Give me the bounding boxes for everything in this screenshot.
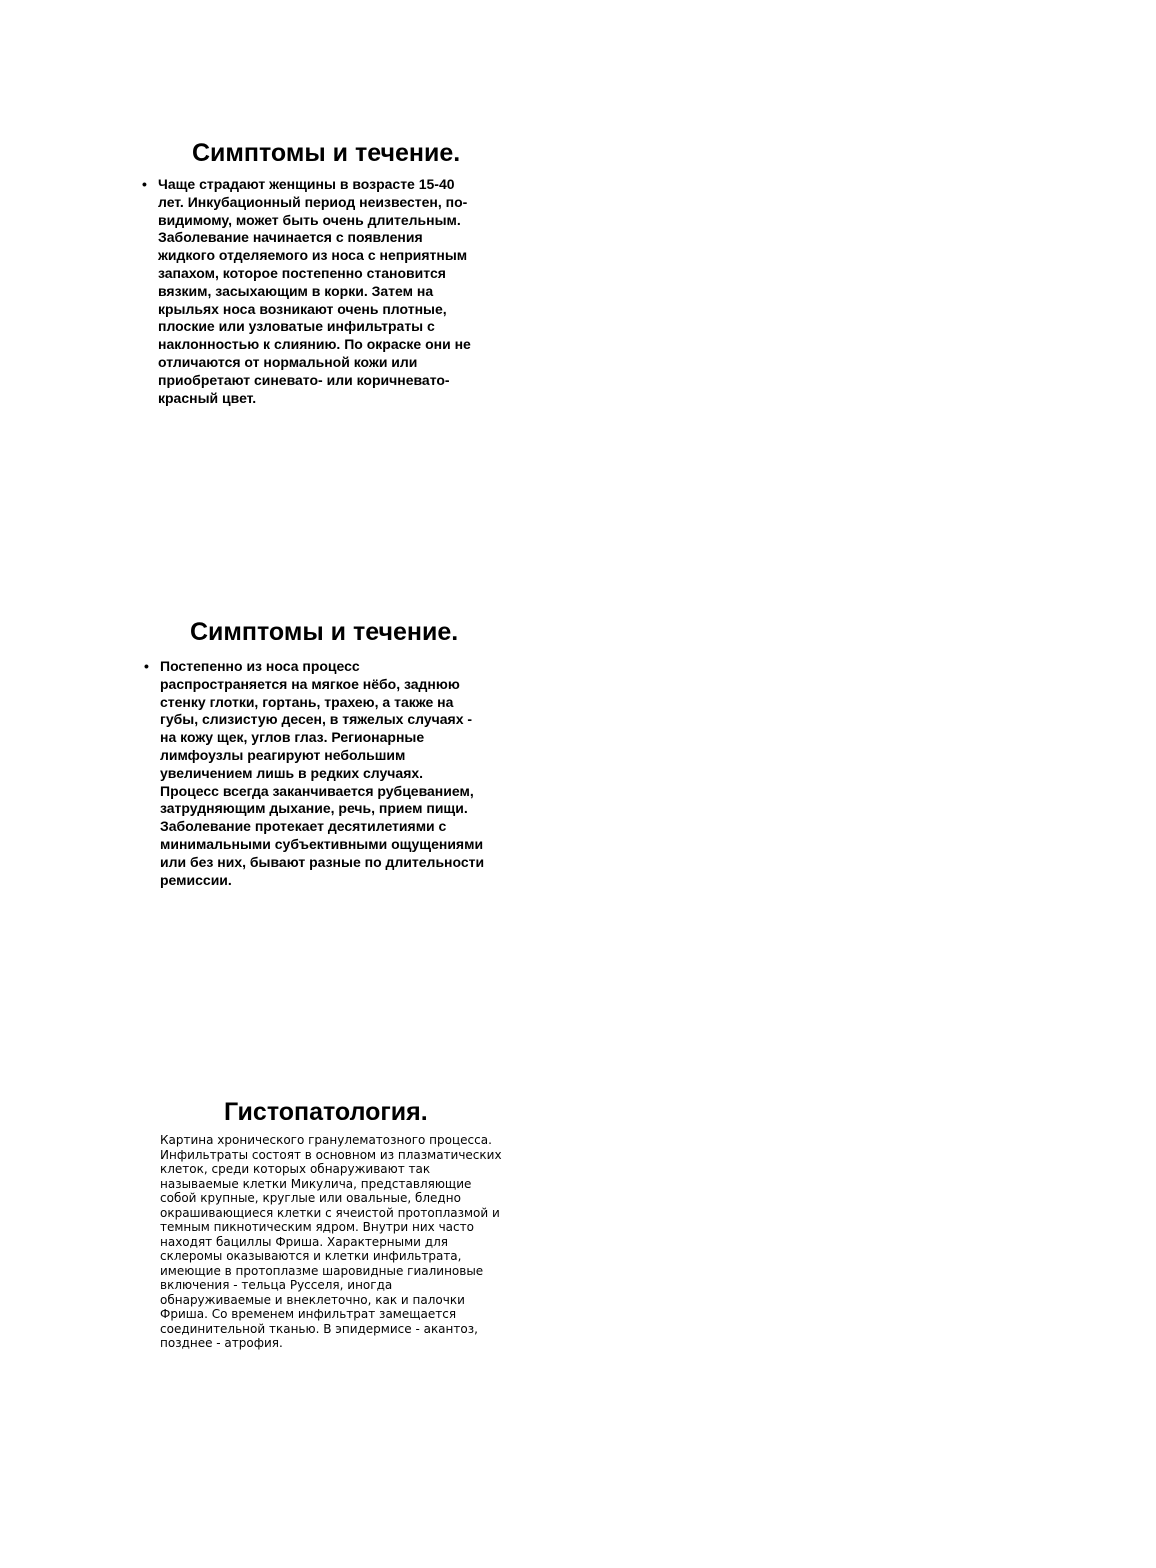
section-symptoms-1 — [192, 138, 460, 168]
bullet-icon: • — [142, 176, 147, 192]
text-line: плоские или узловатые инфильтраты с — [158, 318, 435, 335]
section-heading: Симптомы и течение. — [192, 139, 461, 167]
symptoms-1-paragraph — [158, 176, 522, 407]
text-line: на кожу щек, углов глаз. Регионарные — [160, 729, 425, 746]
histopathology-paragraph — [160, 1133, 560, 1351]
section-heading: Симптомы и течение. — [190, 618, 459, 646]
text-line: Инфильтраты состоят в основном из плазматических — [160, 1147, 502, 1162]
text-line: стенку глотки, гортань, трахею, а также на — [160, 693, 454, 710]
text-line: окрашивающиеся клетки с ячеистой протоплазмой и — [160, 1205, 500, 1220]
text-line: лимфоузлы реагируют небольшим — [160, 746, 406, 763]
text-line: Процесс всегда заканчивается рубцеванием, — [160, 782, 474, 799]
section-symptoms-2 — [190, 617, 458, 647]
text-line: Картина хронического гранулематозного процесса. — [160, 1133, 492, 1147]
text-line: видимому, может быть очень длительным. — [158, 211, 461, 228]
text-line: собой крупные, круглые или овальные, бледно — [160, 1191, 461, 1205]
text-line: позднее - атрофия. — [160, 1336, 283, 1350]
section-heading: Гистопатология. — [224, 1098, 428, 1126]
text-line: запахом, которое постепенно становится — [158, 264, 446, 281]
text-line: находят бациллы Фриша. Характерными для — [160, 1234, 448, 1249]
text-line: наклонностью к слиянию. По окраске они не — [158, 336, 471, 353]
text-line: распространяется на мягкое нёбо, заднюю — [160, 675, 460, 692]
text-line: красный цвет. — [158, 389, 257, 406]
text-line: или без них, бывают разные по длительности — [160, 853, 485, 870]
text-line: отличаются от нормальной кожи или — [158, 353, 418, 370]
symptoms-1-bullet-item — [142, 176, 522, 407]
section-histopathology — [224, 1097, 428, 1127]
text-line: затрудняющим дыхание, речь, прием пищи. — [160, 800, 468, 817]
text-line: Чаще страдают женщины в возрасте 15-40 — [158, 176, 455, 192]
text-line: лет. Инкубационный период неизвестен, по- — [158, 193, 468, 210]
text-line: минимальными субъективными ощущениями — [160, 835, 484, 852]
text-line: Заболевание начинается с появления — [158, 229, 423, 246]
text-line: темным пикнотическим ядром. Внутри них часто — [160, 1220, 474, 1234]
text-line: Постепенно из носа процесс — [160, 658, 360, 674]
text-line: клеток, среди которых обнаруживают так — [160, 1162, 431, 1176]
text-line: Фриша. Со временем инфильтрат замещается — [160, 1307, 457, 1321]
text-line: называемые клетки Микулича, представляющие — [160, 1176, 472, 1191]
bullet-icon: • — [144, 658, 149, 674]
text-line: ремиссии. — [160, 871, 232, 888]
text-line: Заболевание протекает десятилетиями с — [160, 818, 447, 835]
text-line: включения - тельца Русселя, иногда — [160, 1278, 393, 1292]
text-line: губы, слизистую десен, в тяжелых случаях - — [160, 711, 473, 728]
text-line: увеличением лишь в редких случаях. — [160, 764, 424, 781]
text-line: соединительной тканью. В эпидермисе - акантоз, — [160, 1321, 478, 1336]
text-line: приобретают синевато- или коричневато- — [158, 371, 450, 388]
text-line: крыльях носа возникают очень плотные, — [158, 300, 447, 317]
text-line: склеромы оказываются и клетки инфильтрата, — [160, 1249, 462, 1263]
text-line: вязким, засыхающим в корки. Затем на — [158, 282, 434, 299]
symptoms-2-bullet-item — [144, 658, 534, 889]
text-line: жидкого отделяемого из носа с неприятным — [158, 247, 468, 264]
text-line: обнаруживаемые и внеклеточно, как и палочки — [160, 1292, 465, 1307]
symptoms-2-paragraph — [160, 658, 534, 889]
text-line: имеющие в протоплазме шаровидные гиалиновые — [160, 1263, 484, 1278]
